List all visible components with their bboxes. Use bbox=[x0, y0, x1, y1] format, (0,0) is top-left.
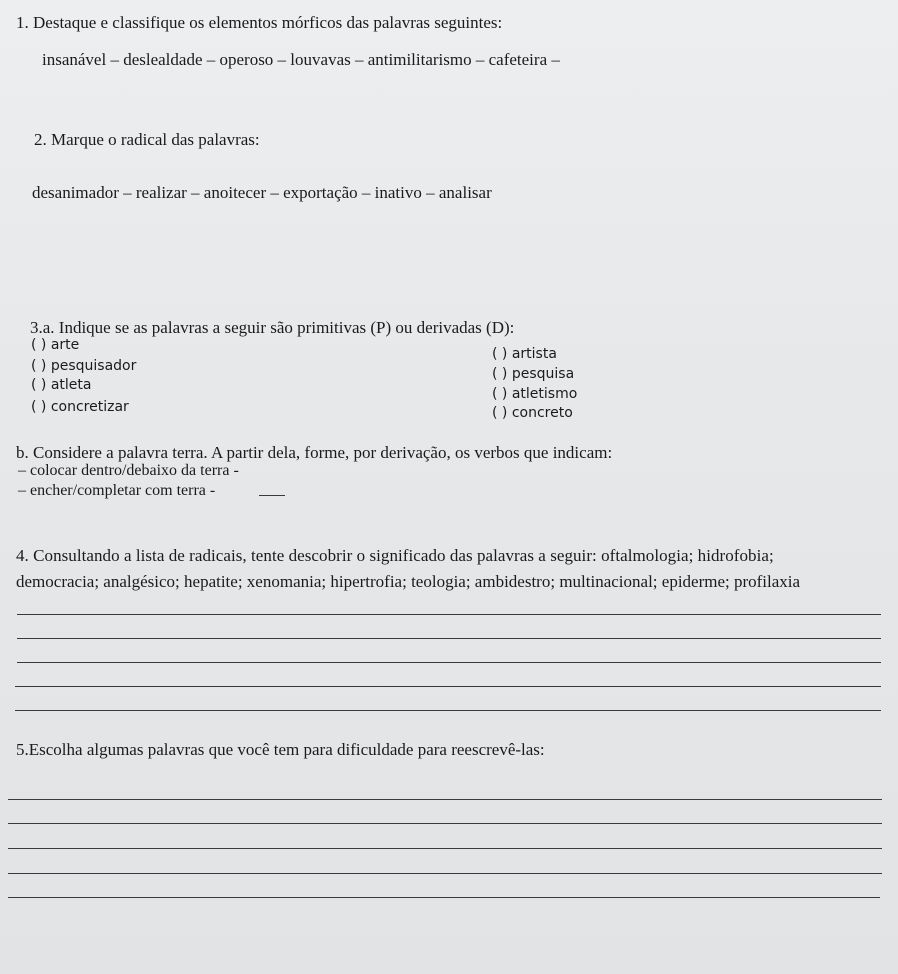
question-3b-title: b. Considere a palavra terra. A partir dela, forme, por derivação, os verbos que indicam: bbox=[16, 443, 613, 462]
answer-parentheses[interactable]: ( ) bbox=[31, 337, 47, 353]
answer-parentheses[interactable]: ( ) bbox=[31, 358, 47, 374]
word-label: concreto bbox=[511, 405, 573, 421]
question-5-title: 5.Escolha algumas palavras que você tem para dificuldade para reescrevê-las: bbox=[16, 740, 545, 759]
word-label: arte bbox=[50, 337, 80, 353]
answer-line[interactable] bbox=[8, 848, 882, 849]
answer-line[interactable] bbox=[17, 662, 881, 663]
question-1-title: 1. Destaque e classifique os elementos mórficos das palavras seguintes: bbox=[16, 13, 503, 32]
question-4-line-1: 4. Consultando a lista de radicais, tente descobrir o significado das palavras a seguir: oftalmologia; hidrofobia; bbox=[16, 546, 774, 565]
answer-parentheses[interactable]: ( ) bbox=[492, 366, 508, 382]
question-3b-item-2: – encher/completar com terra - bbox=[18, 482, 216, 499]
question-3a-title: 3.a. Indique se as palavras a seguir são primitivas (P) ou derivadas (D): bbox=[30, 318, 515, 337]
answer-parentheses[interactable]: ( ) bbox=[492, 386, 508, 402]
answer-line[interactable] bbox=[15, 710, 881, 711]
answer-line[interactable] bbox=[17, 638, 881, 639]
item-left-1 bbox=[31, 337, 79, 353]
answer-line[interactable] bbox=[8, 799, 882, 800]
answer-parentheses[interactable]: ( ) bbox=[31, 377, 47, 393]
item-right-4 bbox=[492, 405, 573, 421]
word-label: atletismo bbox=[511, 386, 578, 402]
question-4-line-2: democracia; analgésico; hepatite; xenomania; hipertrofia; teologia; ambidestro; multinacional; epiderme; profilaxia bbox=[16, 572, 801, 591]
answer-line[interactable] bbox=[17, 614, 881, 615]
answer-line[interactable] bbox=[8, 823, 882, 824]
item-right-3 bbox=[492, 386, 577, 402]
question-1-words: insanável – deslealdade – operoso – louvavas – antimilitarismo – cafeteira – bbox=[42, 50, 560, 69]
item-right-2 bbox=[492, 366, 574, 382]
answer-parentheses[interactable]: ( ) bbox=[31, 399, 47, 415]
answer-line[interactable] bbox=[8, 873, 882, 874]
item-right-1 bbox=[492, 346, 557, 362]
item-left-2 bbox=[31, 358, 136, 374]
question-2-title: 2. Marque o radical das palavras: bbox=[34, 130, 260, 149]
question-2-words: desanimador – realizar – anoitecer – exportação – inativo – analisar bbox=[32, 183, 492, 202]
word-label: pesquisa bbox=[511, 366, 575, 382]
item-left-3 bbox=[31, 377, 91, 393]
answer-parentheses[interactable]: ( ) bbox=[492, 346, 508, 362]
word-label: atleta bbox=[50, 377, 92, 393]
item-left-4 bbox=[31, 399, 129, 415]
answer-parentheses[interactable]: ( ) bbox=[492, 405, 508, 421]
question-3b-item-1: – colocar dentro/debaixo da terra - bbox=[18, 462, 239, 479]
answer-line[interactable] bbox=[8, 897, 880, 898]
word-label: pesquisador bbox=[50, 358, 137, 374]
answer-line[interactable] bbox=[15, 686, 881, 687]
word-label: artista bbox=[511, 346, 557, 362]
word-label: concretizar bbox=[50, 399, 129, 415]
answer-blank[interactable] bbox=[259, 495, 285, 496]
